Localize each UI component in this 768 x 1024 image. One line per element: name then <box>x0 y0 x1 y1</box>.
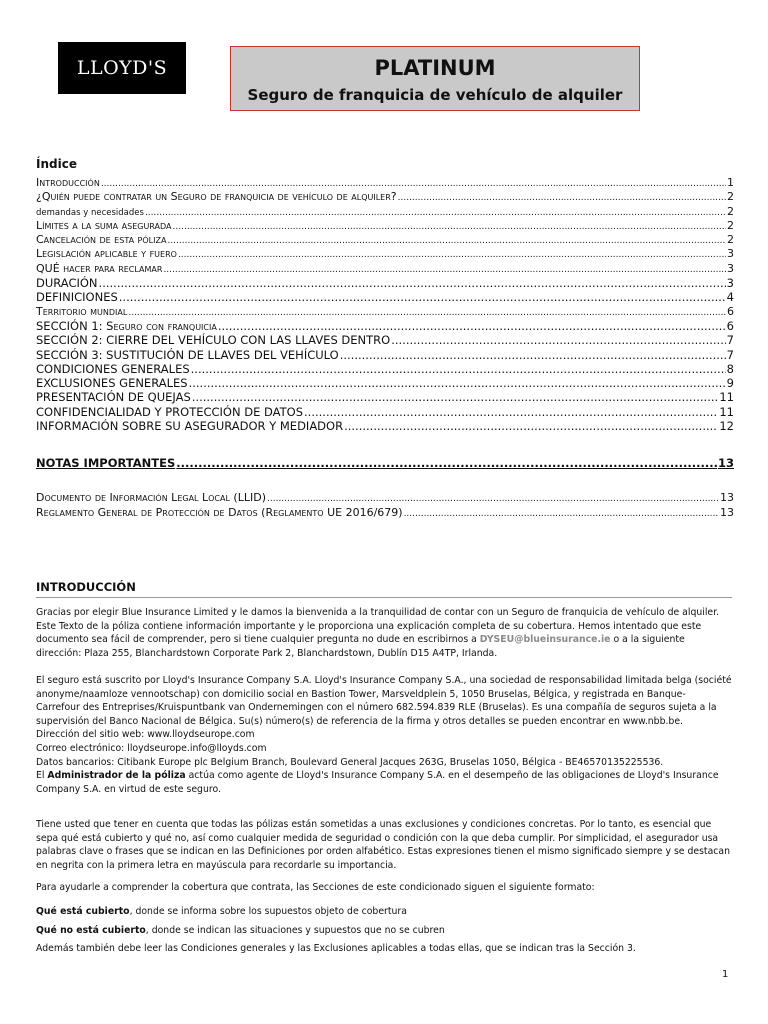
toc-entry[interactable] <box>36 205 734 219</box>
toc-leader <box>191 362 726 376</box>
intro-text: o a la siguiente dirección: Plaza 255, Blanchardstown Corporate Park 2, Blanchardstown, Dublín D15 A4TP, Irlanda. <box>36 634 685 659</box>
toc-leader <box>176 455 717 471</box>
toc-entry-page: 13 <box>717 456 734 471</box>
toc-entry-text: NOTAS IMPORTANTES <box>36 456 176 471</box>
toc-entry[interactable] <box>36 262 734 276</box>
toc-entry-text: Documento de Información Legal Local (LLID) <box>36 491 266 505</box>
toc-entry-page: 11 <box>719 390 734 405</box>
toc-leader <box>128 306 726 319</box>
toc-entry[interactable] <box>36 176 734 190</box>
index-heading: Índice <box>36 157 77 171</box>
toc-leader <box>145 206 726 219</box>
toc-entry-text: Cancelación de esta póliza <box>36 233 167 247</box>
intro-text: Gracias por elegir Blue Insurance Limited y le damos la bienvenida a la tranquilidad de contar con un Seguro de franquicia de vehículo de alquiler. Este Texto de la póliza contiene información importante y le proporciona una explicación completa de su cobertura. Hemos intentado que este documento sea fácil de comprender, pero si tiene cualquier pregunta no dude en escribirnos a <box>36 607 720 646</box>
toc-entry[interactable] <box>36 247 734 261</box>
toc-leader <box>304 405 718 419</box>
toc-leader <box>167 234 726 247</box>
website-line: Dirección del sitio web: www.lloydseurope.com <box>36 729 255 741</box>
toc-entry[interactable] <box>36 219 734 233</box>
toc-leader <box>267 492 719 505</box>
admin-term: Administrador de la póliza <box>47 770 186 782</box>
page-number: 1 <box>722 969 729 980</box>
conditions-paragraph: Tiene usted que tener en cuenta que todas las pólizas están sometidas a unas exclusiones y condiciones concretas. Por lo tanto, es esencial que sepa qué está cubierto y qué no, así como cualquier medida de seguridad o condición con la que deba cumplir. Por simplicidad, el asegurador usa palabras clave o frases que se indican en las Definiciones por orden alfabético. Estas expresiones tienen el mismo significado siempre y se destacan en negrita con la primera letra en mayúscula para recordarle su importancia. <box>36 819 730 871</box>
toc-entry-page: 3 <box>726 276 734 291</box>
toc-leader <box>99 276 726 290</box>
toc-entry[interactable] <box>36 405 734 419</box>
toc-entry-page: 1 <box>727 176 734 189</box>
toc-entry[interactable] <box>36 419 734 433</box>
toc-entry-important-notes[interactable] <box>36 455 734 471</box>
toc-entry-page: 3 <box>727 247 734 261</box>
toc-entry-page: 11 <box>719 404 734 419</box>
toc-entry[interactable] <box>36 319 734 333</box>
toc-entry-text: PRESENTACIÓN DE QUEJAS <box>36 390 191 405</box>
toc-entry-page: 8 <box>726 361 734 376</box>
document-title: PLATINUM <box>374 56 496 80</box>
toc-entry-text: INFORMACIÓN SOBRE SU ASEGURADOR Y MEDIADOR <box>36 419 344 434</box>
lloyds-logo <box>58 42 186 94</box>
toc-entry-page: 2 <box>727 233 734 247</box>
toc-entry-text: CONFIDENCIALIDAD Y PROTECCIÓN DE DATOS <box>36 404 304 419</box>
toc-entry-page: 13 <box>720 505 734 519</box>
bank-details-line: Datos bancarios: Citibank Europe plc Belgium Branch, Boulevard General Jacques 263G, Bruselas 1050, Bélgica - BE46570135225536. <box>36 756 664 768</box>
toc-entry-page: 6 <box>727 304 734 318</box>
toc-leader <box>218 319 726 333</box>
also-read-paragraph: Además también debe leer las Condiciones generales y las Exclusiones aplicables a todas ellas, que se indican tras la Sección 3. <box>36 943 636 954</box>
toc-entry-page: 13 <box>720 491 734 505</box>
toc-entry[interactable] <box>36 190 734 204</box>
toc-leader <box>189 376 726 390</box>
toc-entry-text: ¿Quién puede contratar un Seguro de franquicia de vehículo de alquiler? <box>36 190 397 204</box>
toc-leader <box>192 390 719 404</box>
toc-entry[interactable] <box>36 376 734 390</box>
toc-entry[interactable] <box>36 233 734 247</box>
not-covered-paragraph <box>36 924 732 938</box>
toc-leader <box>404 507 719 520</box>
toc-entry[interactable] <box>36 305 734 319</box>
admin-text: El <box>36 770 48 782</box>
toc-leader <box>398 191 726 204</box>
toc-leader <box>101 177 726 190</box>
toc-entry-text: demandas y necesidades <box>36 207 144 218</box>
toc-entry-text: SECCIÓN 1: Seguro con franquicia <box>36 318 217 333</box>
toc-entry-page: 4 <box>726 290 734 305</box>
toc-entry-text: DURACIÓN <box>36 276 98 291</box>
toc-entry[interactable] <box>36 348 734 362</box>
toc-leader <box>344 419 718 433</box>
covered-term: Qué está cubierto <box>36 906 130 917</box>
covered-paragraph <box>36 905 732 919</box>
admin-text: actúa como agente de Lloyd's Insurance Company S.A. en el desempeño de las obligaciones de Lloyd's Insurance Company S.A. en virtud de este seguro. <box>36 770 719 795</box>
toc-entry-text: EXCLUSIONES GENERALES <box>36 376 188 391</box>
not-covered-term: Qué no está cubierto <box>36 925 146 936</box>
document-title-box <box>230 46 640 111</box>
email-line: Correo electrónico: lloydseurope.info@lloyds.com <box>36 742 267 754</box>
toc-entry[interactable] <box>36 390 734 404</box>
toc-entry-text: QUÉ hacer para reclamar <box>36 261 163 275</box>
toc-leader <box>119 290 726 304</box>
toc-entry-page: 2 <box>727 190 734 204</box>
document-subtitle: Seguro de franquicia de vehículo de alquiler <box>247 86 623 104</box>
toc-entry-page: 7 <box>726 347 734 362</box>
toc-leader <box>391 333 725 347</box>
table-of-contents <box>36 176 734 520</box>
covered-text: , donde se informa sobre los supuestos objeto de cobertura <box>129 906 407 917</box>
toc-entry-text: CONDICIONES GENERALES <box>36 361 190 376</box>
toc-entry[interactable] <box>36 506 734 520</box>
toc-leader <box>178 248 726 261</box>
toc-entry-page: 3 <box>727 261 734 275</box>
format-paragraph: Para ayudarle a comprender la cobertura que contrata, las Secciones de este condicionado siguen el siguiente formato: <box>36 882 595 893</box>
toc-leader <box>340 348 726 362</box>
logo-text: LLOYD'S <box>76 57 168 79</box>
toc-entry-page: 12 <box>719 419 734 434</box>
toc-entry-text: Límites a la suma asegurada <box>36 218 172 232</box>
toc-entry-text: SECCIÓN 2: CIERRE DEL VEHÍCULO CON LAS LLAVES DENTRO <box>36 333 391 348</box>
insurer-text: El seguro está suscrito por Lloyd's Insurance Company S.A. Lloyd's Insurance Company S.A., una sociedad de responsabilidad limitada belga (société anonyme/naamloze vennootschap) con domicilio social en Bastion Tower, Marsveldplein 5, 1050 Bruselas, Bélgica, y registrada en Banque- Carrefour des Entreprises/Kruispuntbank van Ondernemingen con el número 682.594.839 RLE (Bruselas). Es una compañía de seguros sujeta a la supervisión del Banco Nacional de Bélgica. Su(s) número(s) de referencia de la firma y otros detalles se pueden encontrar en www.nbb.be. <box>36 675 732 727</box>
toc-entry-text: Legislación aplicable y fuero <box>36 247 177 261</box>
toc-entry[interactable] <box>36 333 734 347</box>
intro-paragraph <box>36 606 732 660</box>
toc-entry-page: 9 <box>726 376 734 391</box>
introduction-heading: INTRODUCCIÓN <box>36 580 732 598</box>
toc-entry-page: 2 <box>727 218 734 232</box>
toc-entry[interactable] <box>36 362 734 376</box>
toc-entry[interactable] <box>36 491 734 505</box>
contact-email-link[interactable]: DYSEU@blueinsurance.ie <box>479 634 611 646</box>
not-covered-text: , donde se indican las situaciones y supuestos que no se cubren <box>145 925 445 936</box>
toc-leader <box>163 263 726 276</box>
toc-entry-text: DEFINICIONES <box>36 290 118 305</box>
insurer-paragraph <box>36 674 732 796</box>
toc-entry-page: 7 <box>726 333 734 348</box>
toc-entry[interactable] <box>36 276 734 290</box>
toc-entry-page: 6 <box>726 318 734 333</box>
toc-entry[interactable] <box>36 290 734 304</box>
toc-entry-text: Territorio mundial <box>36 304 128 318</box>
toc-entry-page: 2 <box>727 204 734 218</box>
toc-entry-text: Introducción <box>36 176 100 189</box>
toc-leader <box>173 220 726 233</box>
toc-entry-text: Reglamento General de Protección de Datos (Reglamento UE 2016/679) <box>36 505 403 519</box>
toc-entry-text: SECCIÓN 3: SUSTITUCIÓN DE LLAVES DEL VEHÍCULO <box>36 347 339 362</box>
